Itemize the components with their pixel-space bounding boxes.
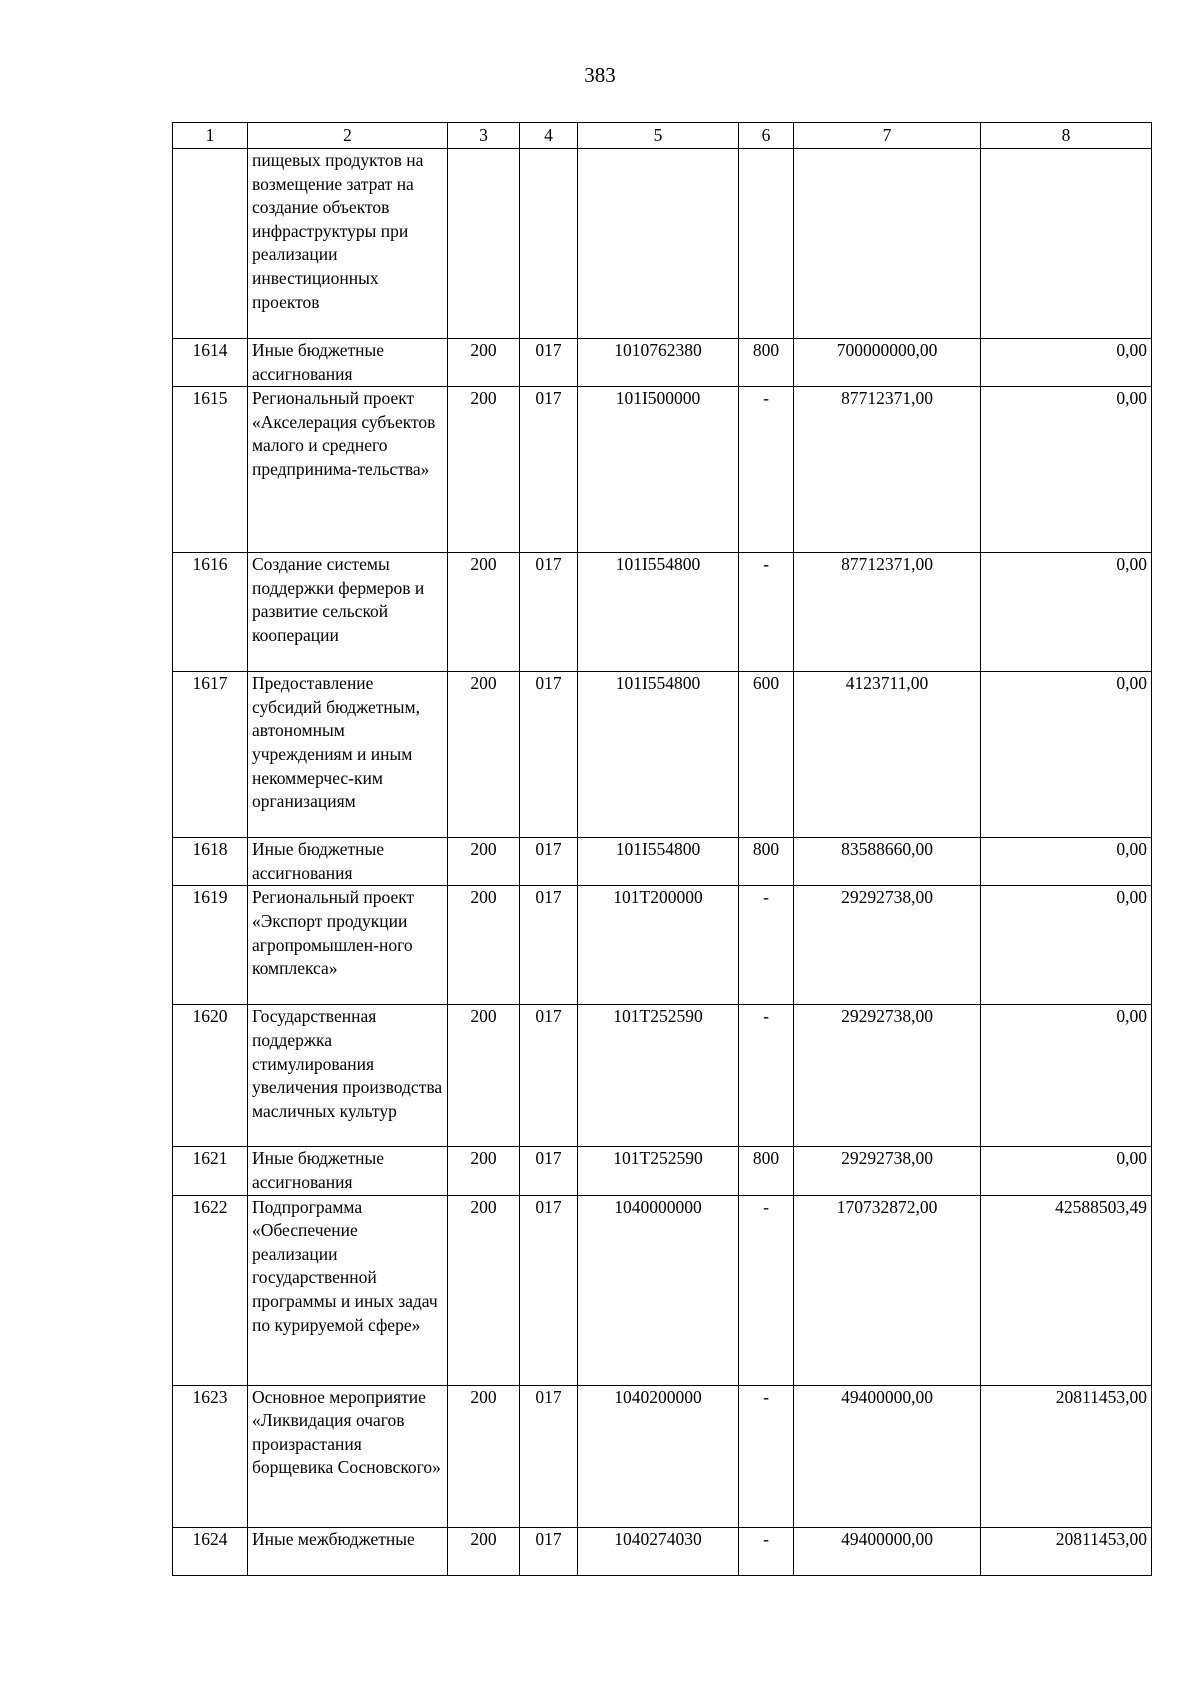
- row-col-8: 0,00: [981, 838, 1152, 886]
- row-col-3: 200: [448, 1147, 520, 1195]
- table-header: [173, 123, 1152, 149]
- table-row: [173, 1005, 1152, 1147]
- row-col-4: 017: [520, 553, 578, 672]
- row-col-4: 017: [520, 838, 578, 886]
- row-col-8: 20811453,00: [981, 1385, 1152, 1527]
- row-col-6: -: [739, 1385, 794, 1527]
- row-col-4: 017: [520, 1005, 578, 1147]
- row-col-3: 200: [448, 1005, 520, 1147]
- row-col-7: 4123711,00: [794, 672, 981, 838]
- table-row: [173, 1385, 1152, 1527]
- row-col-7: 700000000,00: [794, 339, 981, 387]
- row-col-5: 1040200000: [578, 1385, 739, 1527]
- row-col-8: 42588503,49: [981, 1195, 1152, 1385]
- row-col-4: 017: [520, 339, 578, 387]
- row-col-6: -: [739, 1527, 794, 1575]
- row-col-8: 0,00: [981, 1147, 1152, 1195]
- row-col-7: 29292738,00: [794, 1005, 981, 1147]
- header-col-1: 1: [173, 123, 248, 149]
- row-id: 1619: [173, 886, 248, 1005]
- row-col-3: 200: [448, 672, 520, 838]
- row-col-7: 49400000,00: [794, 1527, 981, 1575]
- row-col-6: -: [739, 1005, 794, 1147]
- row-col-3: 200: [448, 886, 520, 1005]
- row-col-5: 101I554800: [578, 838, 739, 886]
- header-col-3: 3: [448, 123, 520, 149]
- row-col-5: 101T200000: [578, 886, 739, 1005]
- table-row: [173, 672, 1152, 838]
- table-row: [173, 886, 1152, 1005]
- row-name: Подпрограмма «Обеспечение реализации государственной программы и иных задач по курируемой сфере»: [248, 1195, 448, 1385]
- header-col-8: 8: [981, 123, 1152, 149]
- page-number: 383: [584, 63, 616, 87]
- budget-table: [172, 122, 1152, 1576]
- row-col-5: 1010762380: [578, 339, 739, 387]
- row-col-6: -: [739, 553, 794, 672]
- row-col-8: 0,00: [981, 553, 1152, 672]
- row-id: 1615: [173, 387, 248, 553]
- row-id: 1624: [173, 1527, 248, 1575]
- table-row: [173, 387, 1152, 553]
- table-row: [173, 553, 1152, 672]
- row-col-4: 017: [520, 1385, 578, 1527]
- row-col-6: [739, 149, 794, 339]
- row-col-6: 800: [739, 1147, 794, 1195]
- header-row: [173, 123, 1152, 149]
- row-name: Основное мероприятие «Ликвидация очагов произрастания борщевика Сосновского»: [248, 1385, 448, 1527]
- row-col-5: 101I554800: [578, 553, 739, 672]
- row-col-7: 29292738,00: [794, 1147, 981, 1195]
- header-col-4: 4: [520, 123, 578, 149]
- row-col-5: 101I554800: [578, 672, 739, 838]
- row-col-8: [981, 149, 1152, 339]
- row-col-4: 017: [520, 1195, 578, 1385]
- row-col-6: 800: [739, 838, 794, 886]
- row-col-3: 200: [448, 339, 520, 387]
- row-id: 1623: [173, 1385, 248, 1527]
- row-id: 1617: [173, 672, 248, 838]
- row-col-7: 87712371,00: [794, 553, 981, 672]
- row-col-4: [520, 149, 578, 339]
- row-name: Создание системы поддержки фермеров и развитие сельской кооперации: [248, 553, 448, 672]
- row-col-3: [448, 149, 520, 339]
- row-col-3: 200: [448, 1195, 520, 1385]
- row-col-6: 800: [739, 339, 794, 387]
- table-row: [173, 838, 1152, 886]
- row-name: пищевых продуктов на возмещение затрат на создание объектов инфраструктуры при реализации инвестиционных проектов: [248, 149, 448, 339]
- row-col-6: -: [739, 886, 794, 1005]
- row-col-8: 0,00: [981, 339, 1152, 387]
- row-col-5: 101T252590: [578, 1005, 739, 1147]
- row-id: 1620: [173, 1005, 248, 1147]
- row-col-7: 83588660,00: [794, 838, 981, 886]
- row-col-3: 200: [448, 387, 520, 553]
- row-col-4: 017: [520, 387, 578, 553]
- row-name: Предоставление субсидий бюджетным, автономным учреждениям и иным некоммерчес-ким организациям: [248, 672, 448, 838]
- header-col-6: 6: [739, 123, 794, 149]
- table-row: [173, 1527, 1152, 1575]
- header-col-7: 7: [794, 123, 981, 149]
- row-col-6: -: [739, 387, 794, 553]
- row-id: 1622: [173, 1195, 248, 1385]
- row-col-6: -: [739, 1195, 794, 1385]
- row-name: Государственная поддержка стимулирования увеличения производства масличных культур: [248, 1005, 448, 1147]
- row-id: 1621: [173, 1147, 248, 1195]
- row-col-4: 017: [520, 886, 578, 1005]
- row-col-3: 200: [448, 553, 520, 672]
- row-col-5: 101T252590: [578, 1147, 739, 1195]
- row-col-8: 0,00: [981, 886, 1152, 1005]
- row-col-3: 200: [448, 838, 520, 886]
- row-col-4: 017: [520, 1527, 578, 1575]
- row-col-5: 1040274030: [578, 1527, 739, 1575]
- table-row: [173, 1147, 1152, 1195]
- row-name: Иные бюджетные ассигнования: [248, 339, 448, 387]
- row-id: 1614: [173, 339, 248, 387]
- row-id: [173, 149, 248, 339]
- row-col-7: 49400000,00: [794, 1385, 981, 1527]
- row-col-6: 600: [739, 672, 794, 838]
- row-col-8: 0,00: [981, 672, 1152, 838]
- row-name: Региональный проект «Экспорт продукции агропромышлен-ного комплекса»: [248, 886, 448, 1005]
- row-col-3: 200: [448, 1385, 520, 1527]
- row-id: 1616: [173, 553, 248, 672]
- header-col-2: 2: [248, 123, 448, 149]
- row-col-4: 017: [520, 672, 578, 838]
- row-name: Иные бюджетные ассигнования: [248, 838, 448, 886]
- row-col-8: 0,00: [981, 387, 1152, 553]
- row-col-5: 101I500000: [578, 387, 739, 553]
- row-col-8: 20811453,00: [981, 1527, 1152, 1575]
- table-row: [173, 339, 1152, 387]
- row-name: Иные межбюджетные: [248, 1527, 448, 1575]
- row-col-8: 0,00: [981, 1005, 1152, 1147]
- row-col-7: 29292738,00: [794, 886, 981, 1005]
- row-col-5: 1040000000: [578, 1195, 739, 1385]
- row-col-4: 017: [520, 1147, 578, 1195]
- row-name: Иные бюджетные ассигнования: [248, 1147, 448, 1195]
- table-row: [173, 1195, 1152, 1385]
- row-col-7: 170732872,00: [794, 1195, 981, 1385]
- header-col-5: 5: [578, 123, 739, 149]
- row-col-7: [794, 149, 981, 339]
- row-col-3: 200: [448, 1527, 520, 1575]
- row-col-7: 87712371,00: [794, 387, 981, 553]
- row-col-5: [578, 149, 739, 339]
- table-row: [173, 149, 1152, 339]
- row-name: Региональный проект «Акселерация субъектов малого и среднего предпринима-тельства»: [248, 387, 448, 553]
- row-id: 1618: [173, 838, 248, 886]
- table-body: [173, 149, 1152, 1576]
